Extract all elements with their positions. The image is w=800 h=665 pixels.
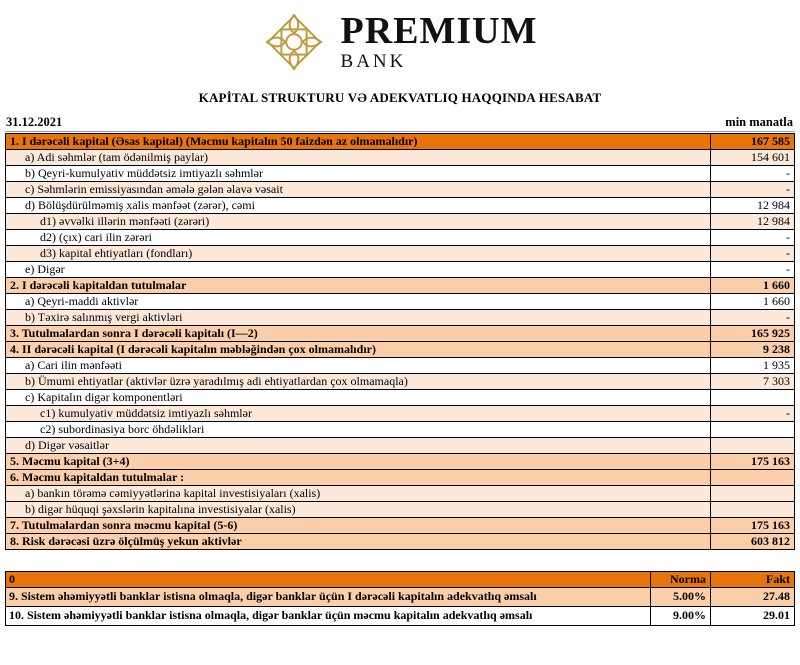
capital-row xyxy=(6,310,795,326)
row-value: - xyxy=(711,182,795,198)
row-label: c2) subordinasiya borc öhdəlikləri xyxy=(6,422,711,438)
premium-bank-emblem-icon xyxy=(263,11,325,73)
row-label: d2) (çıx) cari ilin zərəri xyxy=(6,230,711,246)
row-label: b) Ümumi ehtiyatlar (aktivlər üzrə yaradılmış adi ehtiyatlardan çox olmamaqla) xyxy=(6,374,711,390)
brand-name: PREMIUM xyxy=(340,9,538,52)
row-label: c) Kapitalın digər komponentləri xyxy=(6,390,711,406)
row-value: 165 925 xyxy=(711,326,795,342)
row-value: 167 585 xyxy=(711,134,795,150)
row-label: a) Qeyri-maddi aktivlər xyxy=(6,294,711,310)
row-value: 1 660 xyxy=(711,278,795,294)
brand-text xyxy=(340,9,538,73)
capital-row xyxy=(6,454,795,470)
row-label: 3. Tutulmalardan sonra I dərəcəli kapitalı (I—2) xyxy=(6,326,711,342)
row-label: b) Təxirə salınmış vergi aktivləri xyxy=(6,310,711,326)
row-value xyxy=(711,438,795,454)
row-label: b) digər hüquqi şəxslərin kapitalına investisiyalar (xalis) xyxy=(6,502,711,518)
table-spacer xyxy=(5,550,795,570)
capital-row xyxy=(6,326,795,342)
capital-row xyxy=(6,358,795,374)
row-label: 5. Məcmu kapital (3+4) xyxy=(6,454,711,470)
row-value: 154 601 xyxy=(711,150,795,166)
capital-structure-table xyxy=(5,133,795,550)
row-value: - xyxy=(711,230,795,246)
adequacy-ratio-table xyxy=(5,571,795,626)
ratio-fakt-value: 29.01 xyxy=(711,607,795,626)
row-label: 2. I dərəcəli kapitaldan tutulmalar xyxy=(6,278,711,294)
row-label: d) Bölüşdürülməmiş xalis mənfəət (zərər), cəmi xyxy=(6,198,711,214)
row-value xyxy=(711,422,795,438)
capital-row xyxy=(6,422,795,438)
capital-row xyxy=(6,438,795,454)
row-value: - xyxy=(711,246,795,262)
capital-row xyxy=(6,470,795,486)
row-value: 1 660 xyxy=(711,294,795,310)
ratio-corner-cell: 0 xyxy=(6,572,651,588)
capital-row xyxy=(6,246,795,262)
capital-row xyxy=(6,406,795,422)
ratio-norma-value: 9.00% xyxy=(651,607,711,626)
row-label: d) Digər vəsaitlər xyxy=(6,438,711,454)
ratio-header-row xyxy=(6,572,795,588)
row-label: d1) əvvəlki illərin mənfəəti (zərəri) xyxy=(6,214,711,230)
row-label: 4. II dərəcəli kapital (I dərəcəli kapitalın məbləğindən çox olmamalıdır) xyxy=(6,342,711,358)
row-value: 175 163 xyxy=(711,518,795,534)
row-value xyxy=(711,390,795,406)
row-label: 8. Risk dərəcəsi üzrə ölçülmüş yekun aktivlər xyxy=(6,534,711,550)
row-label: a) Cari ilin mənfəəti xyxy=(6,358,711,374)
ratio-row xyxy=(6,607,795,626)
capital-row xyxy=(6,486,795,502)
capital-row xyxy=(6,230,795,246)
row-label: a) bankın törəmə cəmiyyətlərinə kapital investisiyaları (xalis) xyxy=(6,486,711,502)
row-value xyxy=(711,502,795,518)
capital-row xyxy=(6,502,795,518)
bank-logo xyxy=(5,6,795,78)
brand-subtitle: BANK xyxy=(340,50,407,72)
row-value: 175 163 xyxy=(711,454,795,470)
row-label: 6. Məcmu kapitaldan tutulmalar : xyxy=(6,470,711,486)
row-value: 7 303 xyxy=(711,374,795,390)
row-value: - xyxy=(711,166,795,182)
capital-row xyxy=(6,518,795,534)
ratio-row xyxy=(6,588,795,607)
row-value: 12 984 xyxy=(711,198,795,214)
ratio-col-fakt: Fakt xyxy=(711,572,795,588)
row-value xyxy=(711,470,795,486)
capital-row xyxy=(6,166,795,182)
capital-row xyxy=(6,262,795,278)
ratio-label: 10. Sistem əhəmiyyətli banklar istisna olmaqla, digər banklar üçün məcmu kapitalın adekvatlıq əmsalı xyxy=(6,607,651,626)
row-label: a) Adi səhmlər (tam ödənilmiş paylar) xyxy=(6,150,711,166)
ratio-norma-value: 5.00% xyxy=(651,588,711,607)
row-label: c) Səhmlərin emissiyasından əmələ gələn əlavə vəsait xyxy=(6,182,711,198)
row-value: - xyxy=(711,310,795,326)
row-value xyxy=(711,486,795,502)
row-value: - xyxy=(711,406,795,422)
row-label: c1) kumulyativ müddətsiz imtiyazlı səhmlər xyxy=(6,406,711,422)
row-value: 603 812 xyxy=(711,534,795,550)
ratio-col-norma: Norma xyxy=(651,572,711,588)
capital-row xyxy=(6,150,795,166)
capital-row xyxy=(6,294,795,310)
ratio-fakt-value: 27.48 xyxy=(711,588,795,607)
capital-row xyxy=(6,198,795,214)
row-label: 7. Tutulmalardan sonra məcmu kapital (5-6) xyxy=(6,518,711,534)
row-label: 1. I dərəcəli kapital (Əsas kapital) (Məcmu kapitalın 50 faizdən az olmamalıdır) xyxy=(6,134,711,150)
capital-row xyxy=(6,278,795,294)
row-value: 12 984 xyxy=(711,214,795,230)
capital-row xyxy=(6,182,795,198)
row-value: - xyxy=(711,262,795,278)
capital-row xyxy=(6,134,795,150)
row-label: d3) kapital ehtiyatları (fondları) xyxy=(6,246,711,262)
report-meta xyxy=(5,115,795,132)
capital-row xyxy=(6,214,795,230)
report-title: KAPİTAL STRUKTURU VƏ ADEKVATLIQ HAQQINDA HESABAT xyxy=(198,90,602,105)
row-label: e) Digər xyxy=(6,262,711,278)
row-value: 9 238 xyxy=(711,342,795,358)
ratio-label: 9. Sistem əhəmiyyətli banklar istisna olmaqla, digər banklar üçün I dərəcəli kapitalın adekvatlıq əmsalı xyxy=(6,588,651,607)
capital-row xyxy=(6,374,795,390)
unit-label: min manatla xyxy=(725,115,793,129)
row-label: b) Qeyri-kumulyativ müddətsiz imtiyazlı səhmlər xyxy=(6,166,711,182)
row-value: 1 935 xyxy=(711,358,795,374)
capital-row xyxy=(6,342,795,358)
capital-row xyxy=(6,390,795,406)
report-date: 31.12.2021 xyxy=(6,115,63,129)
capital-row xyxy=(6,534,795,550)
